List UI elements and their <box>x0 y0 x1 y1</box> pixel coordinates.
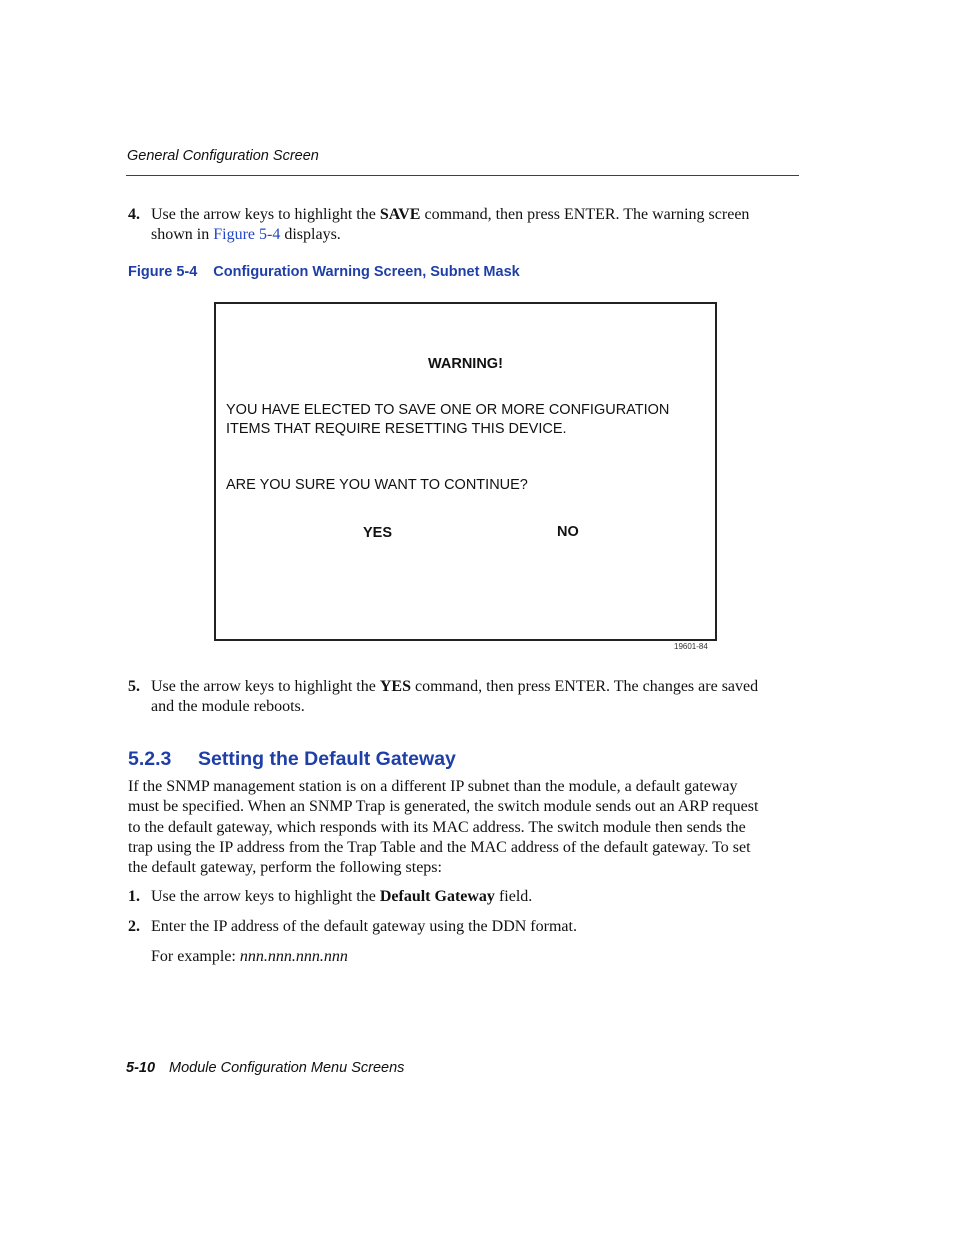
step-1-number <box>128 887 140 907</box>
section-paragraph: If the SNMP management station is on a different IP subnet than the module, a default gateway must be specified. When an SNMP Trap is generated, the switch module sends out an ARP request to the default gateway, which responds with its MAC address. The switch module then sends the trap using the IP address from the Trap Table and the MAC address of the default gateway. To set the default gateway, perform the following steps: <box>128 778 759 877</box>
warning-message-line1: YOU HAVE ELECTED TO SAVE ONE OR MORE CONFIGURATION <box>226 402 670 418</box>
save-command: SAVE <box>379 206 421 223</box>
step-5-number <box>128 677 140 697</box>
warning-title: WARNING! <box>428 356 503 372</box>
section-heading <box>128 748 456 771</box>
example-line: For example: nnn.nnn.nnn.nnn <box>151 948 348 965</box>
step-4-number <box>128 205 140 225</box>
no-option[interactable]: NO <box>557 524 579 540</box>
step-number: 5. <box>128 678 140 695</box>
example-ip-format: nnn.nnn.nnn.nnn <box>239 948 348 965</box>
section-number: 5.2.3 <box>128 748 172 770</box>
figure-caption: Figure 5-4 Configuration Warning Screen, Subnet Mask <box>128 264 520 280</box>
figure-link[interactable]: Figure 5-4 <box>213 226 281 244</box>
running-header: General Configuration Screen <box>127 148 319 164</box>
step-number: 4. <box>128 206 140 223</box>
step-2-number <box>128 917 140 937</box>
continue-question: ARE YOU SURE YOU WANT TO CONTINUE? <box>226 477 528 493</box>
footer-title: Module Configuration Menu Screens <box>169 1060 405 1076</box>
step-2-text: Enter the IP address of the default gateway using the DDN format. <box>151 918 577 935</box>
warning-screen <box>214 302 717 641</box>
default-gateway-field: Default Gateway <box>379 888 495 905</box>
step-number: 1. <box>128 888 140 905</box>
warning-message-line2: ITEMS THAT REQUIRE RESETTING THIS DEVICE. <box>226 421 567 437</box>
page-number: 5-10 <box>126 1060 156 1076</box>
step-5-text: Use the arrow keys to highlight the YES command, then press ENTER. The changes are saved and the module reboots. <box>151 678 759 716</box>
header-rule <box>126 175 799 176</box>
step-number: 2. <box>128 918 140 935</box>
yes-command: YES <box>379 678 411 695</box>
page-footer <box>126 1060 404 1076</box>
section-title: Setting the Default Gateway <box>198 748 456 770</box>
yes-option[interactable]: YES <box>363 525 393 541</box>
step-1-text: Use the arrow keys to highlight the Default Gateway field. <box>151 888 533 905</box>
figure-id: 19601-84 <box>674 642 708 651</box>
step-4-text: Use the arrow keys to highlight the SAVE command, then press ENTER. The warning screen shown in Figure 5-4 displays. <box>151 206 750 244</box>
